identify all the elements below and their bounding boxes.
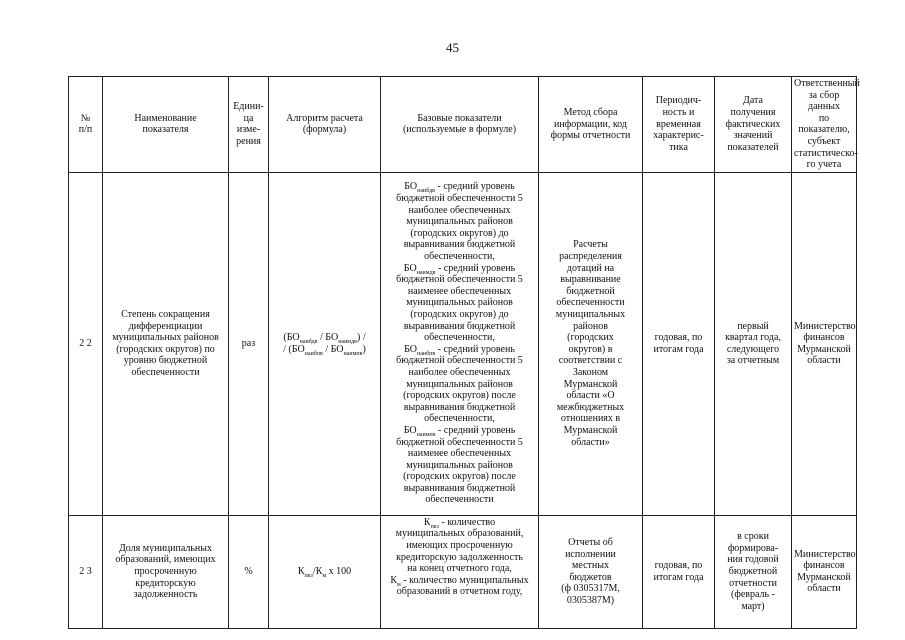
row-number: 2 3 [69,515,103,628]
header-periodicity: Периодич- ность и временная характерис- тика [643,77,715,173]
header-base-indicators: Базовые показатели (используемые в формуле) [381,77,539,173]
base-indicators: $БО_{наибдв}$ - средний уровень бюджетной обеспеченности 5 наиболее обеспеченных муниципальных районов (городских округов) до выравнивания бюджетной обеспеченности, $БО_{наимдв}$ - средний уровень бюджетной обеспеченности 5 наименее обеспеченных муниципальных районов (городских округов) до выравнивания бюджетной обеспеченности, $БО_{наибпв}$ - средний уровень бюджетной обеспеченности 5 наиболее обеспеченных муниципальных районов (городских округов) после выравнивания бюджетной обеспеченности, $БО_{наимпв}$ - средний уровень бюджетной обеспеченности 5 наименее обеспеченных муниципальных районов (городских округов) после выравнивания бюджетной обеспеченности [381,172,539,515]
periodicity: годовая, по итогам года [643,172,715,515]
header-formula: Алгоритм расчета (формула) [269,77,381,173]
header-responsible: Ответственный за сбор данных по показателю, субъект статистическо- го учета [792,77,857,173]
collection-method: Отчеты об исполнении местных бюджетов (ф 0305317М, 0305387М) [539,515,643,628]
table-row [69,172,857,515]
base-indicators: $К_{пкз}$ - количество муниципальных образований, имеющих просроченную кредиторскую задолженность на конец отчетного года, $К_м$ - количество муниципальных образований в отчетном году, [381,515,539,628]
date-received: первый квартал года, следующего за отчетным [715,172,792,515]
collection-method: Расчеты распределения дотаций на выравнивание бюджетной обеспеченности муниципальных районов (городских округов) в соответствии с Законом Мурманской области «О межбюджетных отношениях в Мурманской области» [539,172,643,515]
indicators-table [68,76,860,629]
formula: $К_{пкз}/К_м$ х 100 [269,515,381,628]
table-row [69,515,857,628]
date-received: в сроки формирова- ния годовой бюджетной отчетности (февраль - март) [715,515,792,628]
row-number: 2 2 [69,172,103,515]
header-indicator-name: Наименование показателя [103,77,229,173]
periodicity: годовая, по итогам года [643,515,715,628]
header-unit: Едини- ца изме- рения [229,77,269,173]
header-number: № п/п [69,77,103,173]
indicator-name: Доля муниципальных образований, имеющих просроченную кредиторскую задолженность [103,515,229,628]
responsible: Министерство финансов Мурманской области [792,172,857,515]
formula: $(БО_{наибдв} / БО_{наимдв})$ / / $(БО_{наибпв} / БО_{наимпв})$ [269,172,381,515]
unit: % [229,515,269,628]
header-collection-method: Метод сбора информации, код формы отчетности [539,77,643,173]
unit: раз [229,172,269,515]
header-date: Дата получения фактических значений показателей [715,77,792,173]
page-number: 45 [446,40,459,55]
responsible: Министерство финансов Мурманской области [792,515,857,628]
indicator-name: Степень сокращения дифференциации муниципальных районов (городских округов) по уровню бюджетной обеспеченности [103,172,229,515]
table-header-row [69,77,857,173]
